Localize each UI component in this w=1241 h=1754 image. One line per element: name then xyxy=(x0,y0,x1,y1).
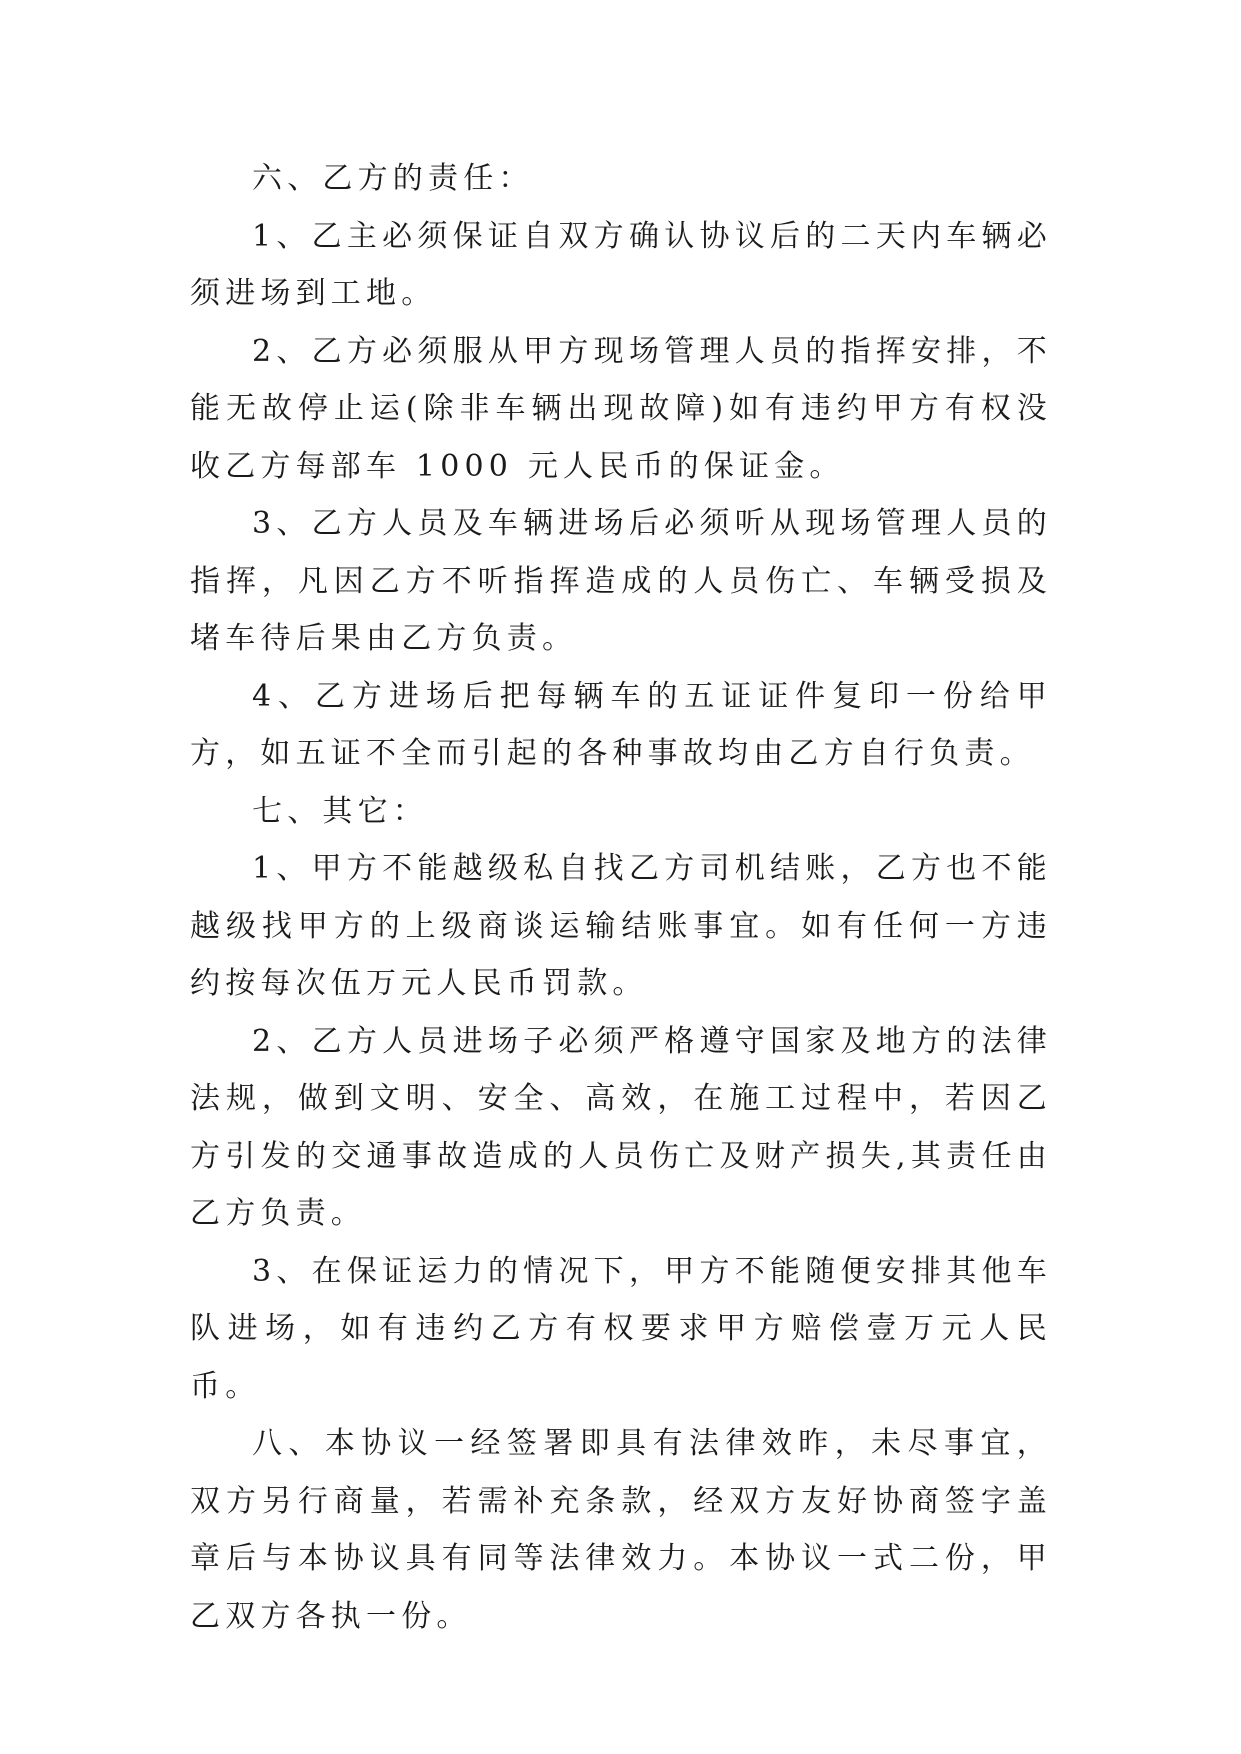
document-body xyxy=(190,150,1052,1645)
clause-6-1: 1、乙主必须保证自双方确认协议后的二天内车辆必须进场到工地。 xyxy=(190,218,1052,311)
clause-7-1: 1、甲方不能越级私自找乙方司机结账，乙方也不能越级找甲方的上级商谈运输结账事宜。如有任何一方违约按每次伍万元人民币罚款。 xyxy=(190,851,1052,1001)
section-8: 八、本协议一经签署即具有法律效昨，未尽事宜，双方另行商量，若需补充条款，经双方友好协商签字盖章后与本协议具有同等法律效力。本协议一式二份，甲乙双方各执一份。 xyxy=(190,1426,1052,1634)
clause-7-2: 2、乙方人员进场子必须严格遵守国家及地方的法律法规，做到文明、安全、高效，在施工过程中，若因乙方引发的交通事故造成的人员伤亡及财产损失,其责任由乙方负责。 xyxy=(190,1023,1052,1231)
clause-6-3: 3、乙方人员及车辆进场后必须听从现场管理人员的指挥，凡因乙方不听指挥造成的人员伤亡、车辆受损及堵车待后果由乙方负责。 xyxy=(190,506,1052,656)
section-heading-6: 六、乙方的责任： xyxy=(252,161,534,196)
clause-6-4: 4、乙方进场后把每辆车的五证证件复印一份给甲方，如五证不全而引起的各种事故均由乙方自行负责。 xyxy=(190,678,1052,771)
clause-6-2: 2、乙方必须服从甲方现场管理人员的指挥安排，不能无故停止运(除非车辆出现故障)如有违约甲方有权没收乙方每部车 1000 元人民币的保证金。 xyxy=(190,333,1052,484)
section-heading-7: 七、其它： xyxy=(252,793,428,829)
clause-7-3: 3、在保证运力的情况下，甲方不能随便安排其他车队进场，如有违约乙方有权要求甲方赔偿壹万元人民币。 xyxy=(190,1253,1052,1404)
